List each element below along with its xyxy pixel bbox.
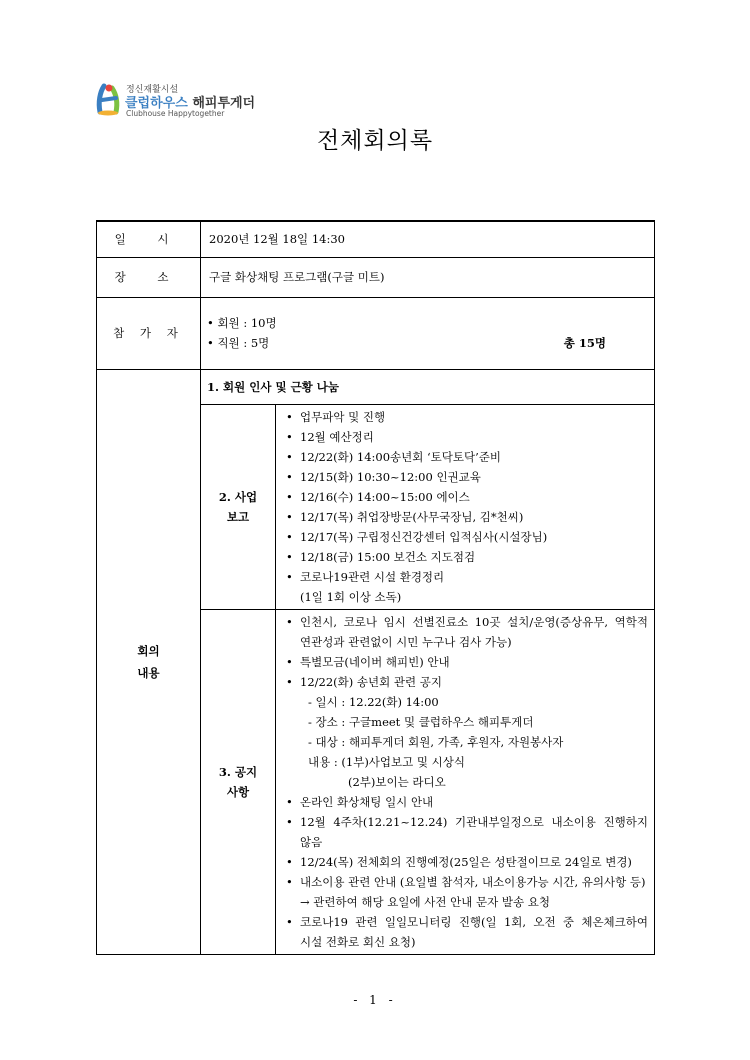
list-subitem: - 대상 : 해피투게더 회원, 가족, 후원자, 자원봉사자 (308, 734, 564, 749)
meeting-content-label: 회의 내용 (97, 369, 201, 954)
list-item: • 온라인 화상채팅 일시 안내 (286, 792, 648, 812)
list-item-continuation: (1일 1회 이상 소독) (300, 589, 402, 604)
org-english-name: Clubhouse Happytogether (126, 109, 225, 118)
list-item: • 12/22(화) 송년회 관련 공지 (286, 672, 648, 692)
list-item: • 코로나19관련 시설 환경정리 (286, 567, 648, 587)
section-3-label: 3. 공지 사항 (201, 609, 276, 954)
list-subitem: (2부)보이는 라디오 (348, 774, 446, 789)
list-item: • 내소이용 관련 안내 (요일별 참석자, 내소이용가능 시간, 유의사항 등) (286, 872, 648, 892)
list-item: • 12월 예산정리 (286, 427, 648, 447)
org-category: 정신재활시설 (126, 85, 179, 95)
list-item: • 12/17(목) 구립정신건강센터 입적심사(시설장님) (286, 527, 648, 547)
place-value: 구글 화상채팅 프로그램(구글 미트) (201, 257, 655, 297)
staff-count: • 직원 : 5명 총 15명 (201, 333, 654, 353)
list-item-continuation: 연관성과 관련없이 시민 누구나 검사 가능) (300, 634, 512, 649)
list-item: • 12/22(화) 14:00송년회 ‘토닥토닥’준비 (286, 447, 648, 467)
org-logo (96, 82, 256, 118)
list-item-continuation: → 관련하여 해당 요일에 사전 안내 문자 발송 요청 (300, 894, 550, 909)
list-item: • 인천시, 코로나 임시 선별진료소 10곳 설치/운영(증상유무, 역학적 (286, 612, 648, 632)
section-2-label: 2. 사업 보고 (201, 404, 276, 609)
list-item: • 12/16(수) 14:00~15:00 에이스 (286, 487, 648, 507)
list-subitem: - 장소 : 구글meet 및 클럽하우스 해피투게더 (308, 714, 534, 729)
members-count: • 회원 : 10명 (207, 316, 277, 330)
date-label: 일 시 (97, 221, 201, 257)
document-title: 전체회의록 (316, 128, 434, 154)
list-item: • 12/17(목) 취업장방문(사무국장님, 김*천씨) (286, 507, 648, 527)
total-count: 총 15명 (563, 336, 606, 350)
list-item-continuation: 않음 (300, 834, 323, 849)
list-subitem: - 일시 : 12.22(화) 14:00 (308, 694, 439, 709)
list-item: • 특별모금(네이버 해피빈) 안내 (286, 652, 648, 672)
section-2-items (276, 404, 655, 609)
place-label: 장 소 (97, 257, 201, 297)
list-item: • 12월 4주차(12.21~12.24) 기관내부일정으로 내소이용 진행하지 (286, 812, 648, 832)
clubhouse-logo-icon (96, 82, 124, 116)
list-item: • 업무파악 및 진행 (286, 407, 648, 427)
list-item-continuation: 시설 전화로 회신 요청) (300, 934, 416, 949)
minutes-table (96, 220, 655, 955)
attendees-label: 참 가 자 (97, 297, 201, 369)
date-value: 2020년 12월 18일 14:30 (201, 221, 655, 257)
attendees-value (201, 297, 655, 369)
page-number: - 1 - (353, 993, 397, 1007)
org-name-part2: 해피투게더 (192, 96, 256, 111)
list-subitem: 내용 : (1부)사업보고 및 시상식 (308, 754, 465, 769)
section-3-items (276, 609, 655, 954)
attendees-row (97, 297, 655, 369)
place-row (97, 257, 655, 297)
list-item: • 12/24(목) 전체회의 진행예정(25일은 성탄절이므로 24일로 변경) (286, 852, 648, 872)
list-item: • 12/18(금) 15:00 보건소 지도점검 (286, 547, 648, 567)
section-1-heading: 1. 회원 인사 및 근황 나눔 (201, 369, 655, 404)
list-item: • 12/15(화) 10:30~12:00 인권교육 (286, 467, 648, 487)
org-name-part1: 클럽하우스 (125, 96, 188, 111)
list-item: • 코로나19 관련 일일모니터링 진행(일 1회, 오전 중 체온체크하여 (286, 912, 648, 932)
meeting-row-section1 (97, 369, 655, 404)
date-row (97, 221, 655, 257)
